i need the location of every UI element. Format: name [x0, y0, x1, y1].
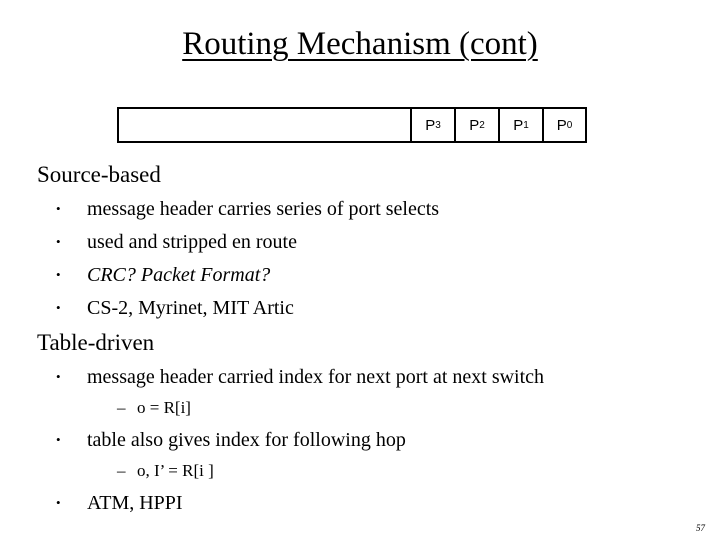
packet-field-label: P — [425, 116, 436, 134]
packet-field-p2 — [456, 109, 500, 141]
packet-field-subscript: 1 — [523, 119, 529, 131]
bullet-text: message header carries series of port selects — [87, 198, 440, 220]
bullet-text: table also gives index for following hop — [87, 429, 406, 451]
heading-source-based: Source-based — [37, 162, 161, 187]
bullet-text: used and stripped en route — [87, 231, 297, 253]
sub-item-text: o = R[i] — [137, 398, 191, 417]
packet-field-subscript: 2 — [479, 119, 485, 131]
bullet-icon: • — [56, 300, 61, 315]
bullet-icon: • — [56, 369, 61, 384]
page-number: 57 — [696, 523, 705, 533]
packet-field-subscript: 0 — [566, 119, 573, 131]
packet-field-subscript: 3 — [435, 119, 441, 131]
packet-field-label: P — [513, 116, 524, 134]
slide-title: Routing Mechanism (cont) — [182, 26, 538, 62]
bullet-icon: • — [56, 201, 61, 216]
packet-field-label: P — [556, 116, 567, 134]
dash-icon: – — [117, 398, 126, 417]
packet-field-label: P — [469, 116, 480, 134]
bullet-icon: • — [56, 495, 61, 510]
bullet-text: message header carried index for next port at next switch — [87, 366, 545, 388]
packet-payload-field — [119, 109, 412, 141]
bullet-text: CS-2, Myrinet, MIT Artic — [87, 297, 294, 319]
bullet-text: ATM, HPPI — [87, 492, 183, 514]
packet-field-p1 — [500, 109, 544, 141]
sub-item-text: o, I’ = R[i ] — [137, 461, 214, 480]
packet-field-p3 — [412, 109, 456, 141]
packet-field-p0 — [544, 109, 585, 141]
bullet-icon: • — [56, 267, 61, 282]
heading-table-driven: Table-driven — [37, 330, 155, 355]
bullet-icon: • — [56, 432, 61, 447]
bullet-icon: • — [56, 234, 61, 249]
dash-icon: – — [117, 461, 126, 480]
packet-format-diagram — [117, 107, 587, 143]
bullet-text: CRC? Packet Format? — [87, 264, 271, 286]
